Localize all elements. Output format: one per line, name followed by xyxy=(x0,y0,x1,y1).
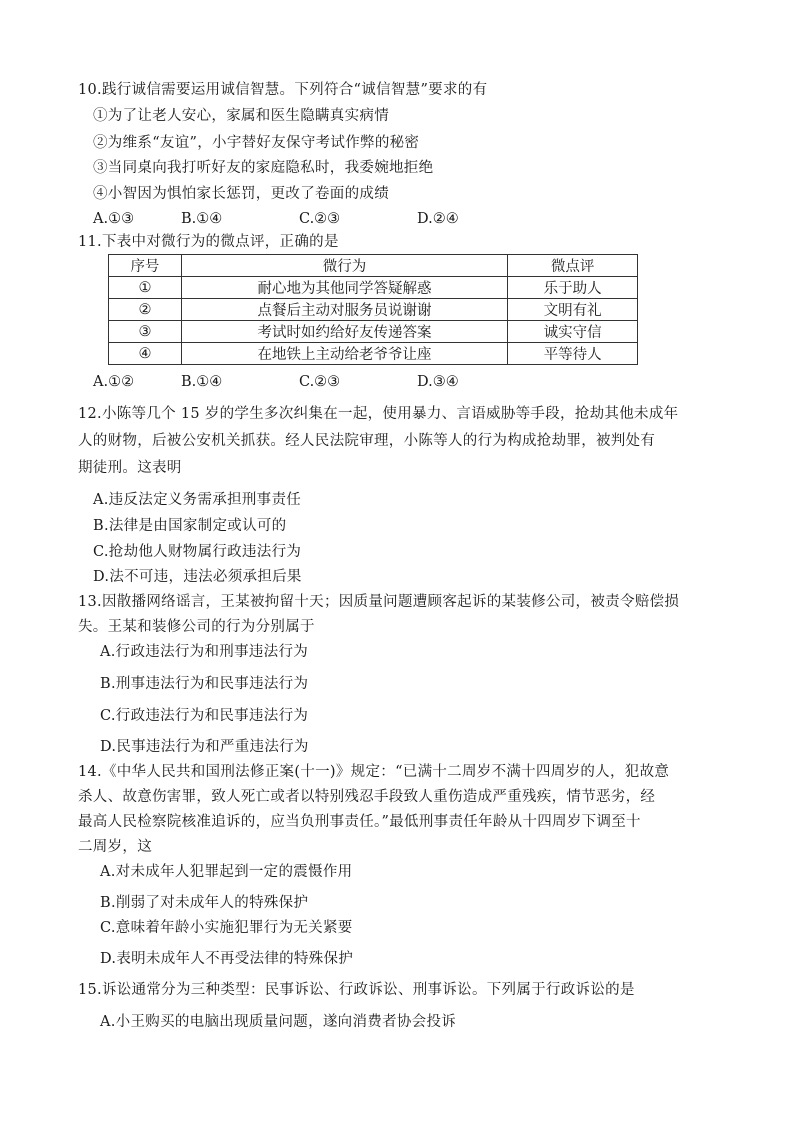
table-row xyxy=(109,299,638,321)
q13-stem-line: 13.因散播网络谣言，王某被拘留十天；因质量问题遭顾客起诉的某装修公司，被责令赔偿损 xyxy=(78,594,680,610)
table-cell: ② xyxy=(109,299,182,321)
q10-option-c[interactable]: C.②③ xyxy=(299,211,341,227)
table-cell: ④ xyxy=(109,343,182,365)
q13-option-d[interactable]: D.民事违法行为和严重违法行为 xyxy=(100,739,309,755)
table-cell: ① xyxy=(109,277,182,299)
table-header: 微行为 xyxy=(181,255,507,277)
q10-option-d[interactable]: D.②④ xyxy=(417,211,459,227)
table-cell: 诚实守信 xyxy=(508,321,638,343)
q12-stem-line: 12.小陈等几个 15 岁的学生多次纠集在一起，使用暴力、言语威胁等手段，抢劫其他未成年 xyxy=(78,406,679,422)
q11-option-d[interactable]: D.③④ xyxy=(417,374,459,390)
q10-item-1: ①为了让老人安心，家属和医生隐瞒真实病情 xyxy=(93,108,389,124)
q15-stem: 15.诉讼通常分为三种类型：民事诉讼、行政诉讼、刑事诉讼。下列属于行政诉讼的是 xyxy=(78,982,635,998)
q11-option-b[interactable]: B.①④ xyxy=(181,374,223,390)
q11-option-a[interactable]: A.①② xyxy=(93,374,135,390)
table-header: 微点评 xyxy=(508,255,638,277)
table-cell: 平等待人 xyxy=(508,343,638,365)
q15-option-a[interactable]: A.小王购买的电脑出现质量问题，遂向消费者协会投诉 xyxy=(100,1014,457,1030)
q10-item-2: ②为维系“友谊”，小宇替好友保守考试作弊的秘密 xyxy=(93,135,420,151)
q11-option-c[interactable]: C.②③ xyxy=(299,374,341,390)
q10-item-4: ④小智因为惧怕家长惩罚，更改了卷面的成绩 xyxy=(93,186,389,202)
q11-options xyxy=(93,372,459,392)
micro-behavior-table xyxy=(108,254,638,365)
q10-stem: 10.践行诚信需要运用诚信智慧。下列符合“诚信智慧”要求的有 xyxy=(78,82,488,98)
q10-option-b[interactable]: B.①④ xyxy=(181,211,223,227)
q12-option-a[interactable]: A.违反法定义务需承担刑事责任 xyxy=(93,492,302,508)
q14-stem-line: 14.《中华人民共和国刑法修正案(十一)》规定：“已满十二周岁不满十四周岁的人，犯故意 xyxy=(78,764,670,780)
q10-option-a[interactable]: A.①③ xyxy=(93,211,135,227)
q10-options xyxy=(93,209,459,229)
table-cell: ③ xyxy=(109,321,182,343)
q13-option-c[interactable]: C.行政违法行为和民事违法行为 xyxy=(100,708,309,724)
q11-stem: 11.下表中对微行为的微点评，正确的是 xyxy=(78,234,339,250)
table-row xyxy=(109,343,638,365)
table-cell: 考试时如约给好友传递答案 xyxy=(181,321,507,343)
q12-option-c[interactable]: C.抢劫他人财物属行政违法行为 xyxy=(93,544,302,560)
q14-stem-line: 杀人、故意伤害罪，致人死亡或者以特别残忍手段致人重伤造成严重残疾，情节恶劣，经 xyxy=(78,789,656,805)
q13-stem-line: 失。王某和装修公司的行为分别属于 xyxy=(78,619,315,635)
q14-stem-line: 最高人民检察院核准追诉的，应当负刑事责任。”最低刑事责任年龄从十四周岁下调至十 xyxy=(78,814,641,830)
table-header: 序号 xyxy=(109,255,182,277)
q14-option-d[interactable]: D.表明未成年人不再受法律的特殊保护 xyxy=(100,951,354,967)
q12-stem-line: 人的财物，后被公安机关抓获。经人民法院审理，小陈等人的行为构成抢劫罪，被判处有 xyxy=(78,433,656,449)
q14-stem-line: 二周岁，这 xyxy=(78,839,152,855)
table-header-row xyxy=(109,255,638,277)
q10-item-3: ③当同桌向我打听好友的家庭隐私时，我委婉地拒绝 xyxy=(93,160,434,176)
table-row xyxy=(109,277,638,299)
table-row xyxy=(109,321,638,343)
q13-option-b[interactable]: B.刑事违法行为和民事违法行为 xyxy=(100,676,309,692)
q12-option-b[interactable]: B.法律是由国家制定或认可的 xyxy=(93,518,287,534)
table-cell: 文明有礼 xyxy=(508,299,638,321)
q14-option-a[interactable]: A.对未成年人犯罪起到一定的震慑作用 xyxy=(100,864,353,880)
table-cell: 乐于助人 xyxy=(508,277,638,299)
q14-option-c[interactable]: C.意味着年龄小实施犯罪行为无关紧要 xyxy=(100,920,353,936)
q13-option-a[interactable]: A.行政违法行为和刑事违法行为 xyxy=(100,644,309,660)
q14-option-b[interactable]: B.削弱了对未成年人的特殊保护 xyxy=(100,895,309,911)
table-cell: 在地铁上主动给老爷爷让座 xyxy=(181,343,507,365)
q12-stem-line: 期徒刑。这表明 xyxy=(78,460,182,476)
q12-option-d[interactable]: D.法不可违，违法必须承担后果 xyxy=(93,569,302,585)
table-cell: 耐心地为其他同学答疑解惑 xyxy=(181,277,507,299)
table-cell: 点餐后主动对服务员说谢谢 xyxy=(181,299,507,321)
